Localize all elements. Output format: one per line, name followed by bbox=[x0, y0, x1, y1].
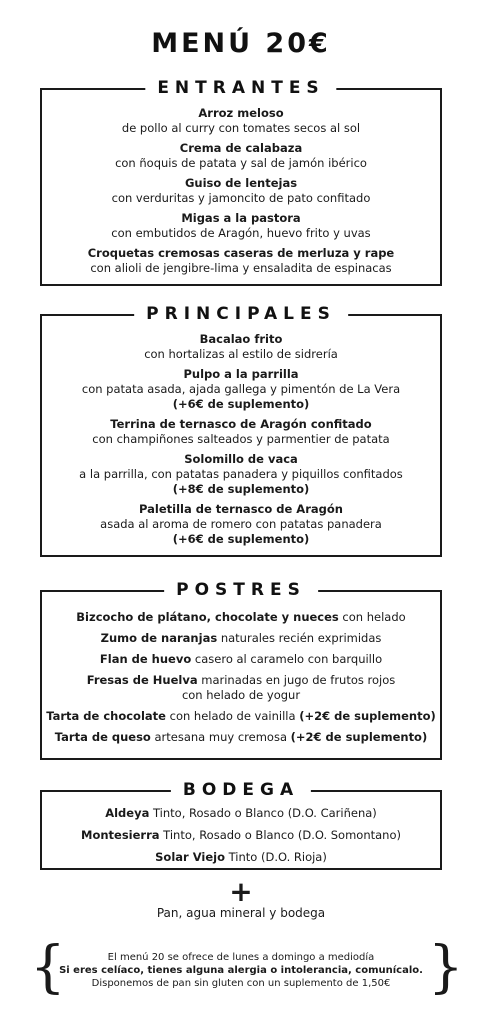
item-description: con patata asada, ajada gallega y pimentón de La Vera bbox=[81, 382, 401, 396]
section-heading: ENTRANTES bbox=[145, 76, 336, 100]
footnote-line-allergy: Si eres celíaco, tienes alguna alergia o intolerancia, comunícalo. bbox=[59, 965, 423, 976]
item-name: Terrina de ternasco de Aragón confitado bbox=[110, 417, 372, 431]
menu-item bbox=[42, 141, 440, 171]
item-description: asada al aroma de romero con patatas panadera bbox=[100, 517, 382, 531]
item-description: con champiñones salteados y parmentier de patata bbox=[92, 432, 390, 446]
item-supplement: (+6€ de suplemento) bbox=[172, 532, 310, 546]
item-supplement: (+6€ de suplemento) bbox=[172, 397, 310, 411]
wine-name: Aldeya bbox=[105, 806, 150, 820]
wine-item bbox=[42, 828, 440, 843]
item-description: casero al caramelo con barquillo bbox=[191, 652, 383, 666]
right-brace: } bbox=[428, 935, 464, 1000]
item-name: Tarta de chocolate bbox=[46, 709, 166, 723]
item-name: Migas a la pastora bbox=[181, 211, 301, 225]
wine-item bbox=[42, 806, 440, 821]
wine-name: Montesierra bbox=[81, 828, 160, 842]
section-heading: POSTRES bbox=[164, 578, 318, 602]
menu-item bbox=[42, 246, 440, 276]
plus-icon: + bbox=[229, 875, 253, 908]
item-description: con helado bbox=[338, 610, 406, 624]
item-description: marinadas en jugo de frutos rojos bbox=[197, 673, 396, 687]
item-name: Flan de huevo bbox=[99, 652, 192, 666]
menu-item bbox=[42, 610, 440, 625]
menu-item bbox=[42, 452, 440, 497]
item-description: artesana muy cremosa bbox=[150, 730, 291, 744]
menu-item bbox=[42, 709, 440, 724]
item-supplement: (+2€ de suplemento) bbox=[299, 709, 436, 723]
item-name: Paletilla de ternasco de Aragón bbox=[139, 502, 343, 516]
item-name: Tarta de queso bbox=[54, 730, 151, 744]
item-description: a la parrilla, con patatas panadera y piquillos confitados bbox=[79, 467, 403, 481]
item-name: Bacalao frito bbox=[199, 332, 283, 346]
wine-name: Solar Viejo bbox=[155, 850, 225, 864]
menu-title: MENÚ 20€ bbox=[151, 28, 331, 59]
item-description: con verduritas y jamoncito de pato confitado bbox=[111, 191, 371, 205]
menu-item bbox=[42, 367, 440, 412]
section-postres bbox=[40, 580, 442, 760]
item-description-continued: con helado de yogur bbox=[181, 688, 301, 702]
item-name: Guiso de lentejas bbox=[184, 176, 298, 190]
footnote-line-gluten: Disponemos de pan sin gluten con un suplemento de 1,50€ bbox=[91, 978, 391, 989]
item-name: Solomillo de vaca bbox=[184, 452, 298, 466]
wine-description: Tinto, Rosado o Blanco (D.O. Cariñena) bbox=[149, 806, 377, 820]
menu-item bbox=[42, 176, 440, 206]
section-principales bbox=[40, 304, 442, 557]
item-supplement: (+8€ de suplemento) bbox=[172, 482, 310, 496]
section-bodega bbox=[40, 780, 442, 870]
item-name: Crema de calabaza bbox=[179, 141, 303, 155]
item-description: con ñoquis de patata y sal de jamón ibérico bbox=[115, 156, 367, 170]
item-name: Croquetas cremosas caseras de merluza y rape bbox=[87, 246, 395, 260]
footnote-line-schedule: El menú 20 se ofrece de lunes a domingo a mediodía bbox=[107, 952, 375, 963]
menu-item bbox=[42, 502, 440, 547]
item-name: Fresas de Huelva bbox=[86, 673, 198, 687]
section-entrantes bbox=[40, 78, 442, 286]
left-brace: { bbox=[30, 935, 66, 1000]
item-description: de pollo al curry con tomates secos al sol bbox=[121, 121, 361, 135]
menu-item bbox=[42, 417, 440, 447]
footnote bbox=[50, 951, 432, 990]
menu-item bbox=[42, 211, 440, 241]
item-description: naturales recién exprimidas bbox=[217, 631, 382, 645]
menu-item bbox=[42, 652, 440, 667]
item-name: Bizcocho de plátano, chocolate y nueces bbox=[76, 610, 339, 624]
section-heading: BODEGA bbox=[171, 778, 311, 802]
menu-item bbox=[42, 106, 440, 136]
wine-description: Tinto, Rosado o Blanco (D.O. Somontano) bbox=[159, 828, 401, 842]
menu-item bbox=[42, 631, 440, 646]
item-description: con helado de vainilla bbox=[165, 709, 300, 723]
item-name: Pulpo a la parrilla bbox=[183, 367, 299, 381]
item-description: con alioli de jengibre-lima y ensaladita de espinacas bbox=[90, 261, 392, 275]
item-supplement: (+2€ de suplemento) bbox=[290, 730, 428, 744]
menu-item bbox=[42, 673, 440, 703]
wine-item bbox=[42, 850, 440, 865]
section-heading: PRINCIPALES bbox=[134, 302, 348, 326]
wine-description: Tinto (D.O. Rioja) bbox=[224, 850, 327, 864]
menu-item bbox=[42, 730, 440, 745]
included-extras: Pan, agua mineral y bodega bbox=[156, 906, 326, 920]
item-description: con hortalizas al estilo de sidrería bbox=[144, 347, 338, 361]
item-description: con embutidos de Aragón, huevo frito y uvas bbox=[111, 226, 371, 240]
item-name: Zumo de naranjas bbox=[100, 631, 218, 645]
menu-item bbox=[42, 332, 440, 362]
item-name: Arroz meloso bbox=[198, 106, 284, 120]
